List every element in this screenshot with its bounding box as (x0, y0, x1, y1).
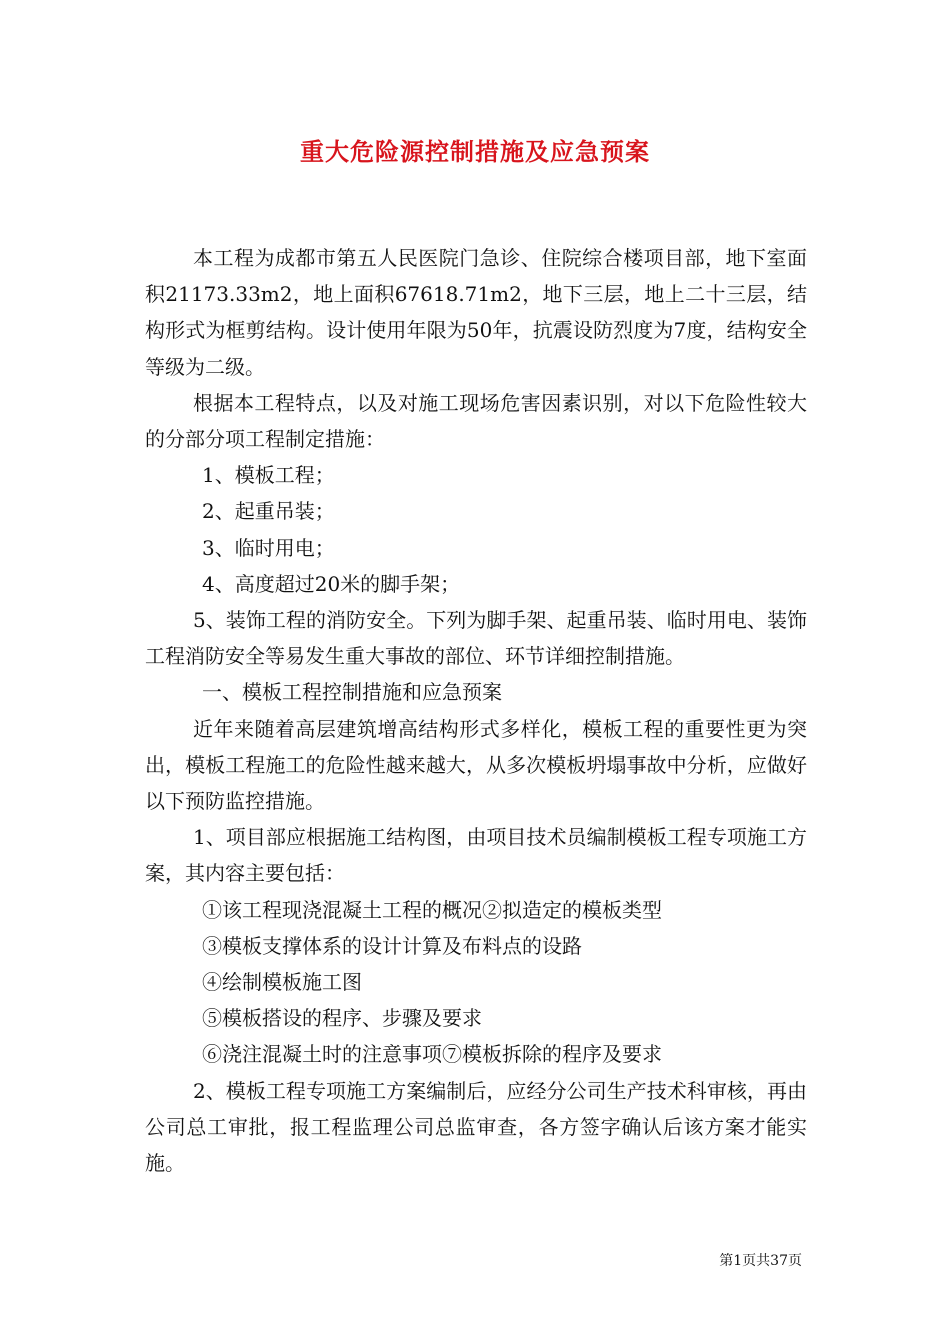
list-item: 2、起重吊装； (202, 499, 335, 524)
section-heading: 一、模板工程控制措施和应急预案 (202, 680, 502, 705)
list-item: ⑤模板搭设的程序、步骤及要求 (202, 1006, 482, 1031)
list-item: 4、高度超过20米的脚手架； (202, 571, 461, 596)
paragraph-formwork-background: 近年来随着高层建筑增高结构形式多样化，模板工程的重要性更为突出，模板工程施工的危险性越来越大，从多次模板坍塌事故中分析，应做好以下预防监控措施。 (145, 716, 807, 814)
list-item: 1、模板工程； (202, 463, 335, 488)
list-item: ⑥浇注混凝土时的注意事项⑦模板拆除的程序及要求 (202, 1042, 662, 1067)
list-item: 3、临时用电； (202, 535, 335, 560)
list-item-fire-safety: 5、装饰工程的消防安全。下列为脚手架、起重吊装、临时用电、装饰工程消防安全等易发生重大事故的部位、环节详细控制措施。 (145, 608, 807, 669)
page-number: 第1页共37页 (719, 1253, 802, 1269)
paragraph-measures-intro: 根据本工程特点，以及对施工现场危害因素识别，对以下危险性较大的分部分项工程制定措施： (145, 390, 807, 452)
paragraph-project-overview: 本工程为成都市第五人民医院门急诊、住院综合楼项目部，地下室面积21173.33m2，地上面积67618.71m2，地下三层，地上二十三层，结构形式为框剪结构。设计使用年限为50年，抗震设防烈度为7度，结构安全等级为二级。 (145, 246, 807, 379)
list-item: ①该工程现浇混凝土工程的概况②拟造定的模板类型 (202, 897, 662, 922)
list-item: ③模板支撑体系的设计计算及布料点的设路 (202, 933, 582, 958)
document-body (145, 240, 807, 1181)
document-title: 重大危险源控制措施及应急预案 (300, 137, 650, 166)
paragraph-formwork-plan: 1、项目部应根据施工结构图，由项目技术员编制模板工程专项施工方案，其内容主要包括： (145, 825, 807, 886)
list-item: ④绘制模板施工图 (202, 970, 362, 995)
paragraph-plan-approval: 2、模板工程专项施工方案编制后，应经分公司生产技术科审核，再由公司总工审批，报工程监理公司总监审查，各方签字确认后该方案才能实施。 (145, 1078, 807, 1176)
